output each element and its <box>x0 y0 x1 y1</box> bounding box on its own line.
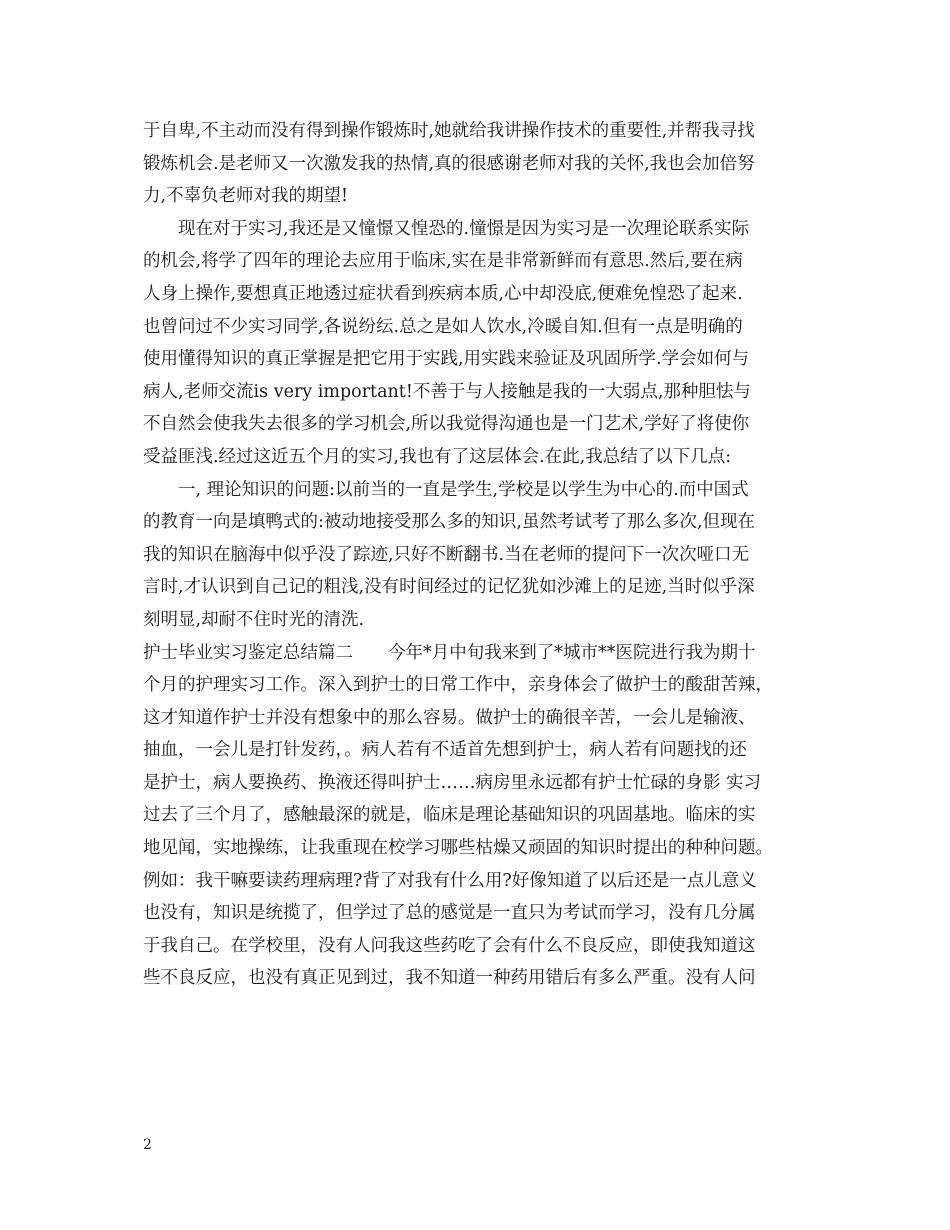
text-line: 锻炼机会.是老师又一次激发我的热情,真的很感谢老师对我的关怀,我也会加倍努 <box>143 153 755 174</box>
page-number: 2 <box>143 1137 152 1153</box>
text-line: 我的知识在脑海中似乎没了踪迹,只好不断翻书.当在老师的提问下一次次哑口无 <box>143 544 750 565</box>
text-line: 受益匪浅.经过这近五个月的实习,我也有了这层体会.在此,我总结了以下几点: <box>143 446 732 467</box>
text-line: 也曾问过不少实习同学,各说纷纭.总之是如人饮水,冷暖自知.但有一点是明确的 <box>143 316 743 337</box>
text-line: 抽血，一会儿是打针发药，。病人若有不适首先想到护士，病人若有问题找的还 <box>143 740 747 761</box>
text-line: 个月的护理实习工作。深入到护士的日常工作中，亲身体会了做护士的酸甜苦辣， <box>143 675 773 696</box>
text-line: 也没有，知识是统揽了，但学过了总的感觉是一直只为考试而学习，没有几分属 <box>143 903 756 924</box>
text-line: 一, 理论知识的问题:以前当的一直是学生,学校是以学生为中心的.而中国式 <box>143 479 749 500</box>
text-line: 于自卑,不主动而没有得到操作锻炼时,她就给我讲操作技术的重要性,并帮我寻找 <box>143 121 755 141</box>
text-line: 力,不辜负老师对我的期望! <box>143 186 349 207</box>
text-line: 的教育一向是填鸭式的:被动地接受那么多的知识,虽然考试考了那么多次,但现在 <box>143 512 756 533</box>
text-line: 的机会,将学了四年的理论去应用于临床,实在是非常新鲜而有意思.然后,要在病 <box>143 251 743 272</box>
text-line: 人身上操作,要想真正地透过症状看到疾病本质,心中却没底,便难免惶恐了起来. <box>143 283 743 304</box>
text-line: 过去了三个月了，感触最深的就是，临床是理论基础知识的巩固基地。临床的实 <box>143 805 756 826</box>
text-line: 现在对于实习,我还是又憧憬又惶恐的.憧憬是因为实习是一次理论联系实际 <box>143 218 750 239</box>
text-line: 使用懂得知识的真正掌握是把它用于实践,用实践来验证及巩固所学.学会如何与 <box>143 349 750 370</box>
text-line: 言时,才认识到自己记的粗浅,没有时间经过的记忆犹如沙滩上的足迹,当时似乎深 <box>143 577 755 598</box>
body-text <box>143 115 823 995</box>
text-line: 病人,老师交流is very important!不善于与人接触是我的一大弱点,那种胆怯与 <box>143 381 751 402</box>
text-line: 地见闻，实地操练，让我重现在校学习哪些枯燥又顽固的知识时提出的种种问题。 <box>143 838 773 859</box>
text-line: 刻明显,却耐不住时光的清洗. <box>143 609 365 630</box>
text-line: 些不良反应，也没有真正见到过，我不知道一种药用错后有多么严重。没有人问 <box>143 968 756 989</box>
section-title-line: 护士毕业实习鉴定总结篇二 今年*月中旬我来到了*城市**医院进行我为期十 <box>143 642 756 663</box>
text-line: 例如：我干嘛要读药理病理?背了对我有什么用?好像知道了以后还是一点儿意义 <box>143 870 757 891</box>
text-line: 这才知道作护士并没有想象中的那么容易。做护士的确很辛苦，一会儿是输液、 <box>143 707 756 728</box>
text-line: 于我自己。在学校里，没有人问我这些药吃了会有什么不良反应，即使我知道这 <box>143 935 756 956</box>
text-line: 是护士，病人要换药、换液还得叫护士……病房里永远都有护士忙碌的身影 实习 <box>143 772 762 793</box>
text-line: 不自然会使我失去很多的学习机会,所以我觉得沟通也是一门艺术,学好了将使你 <box>143 414 750 435</box>
